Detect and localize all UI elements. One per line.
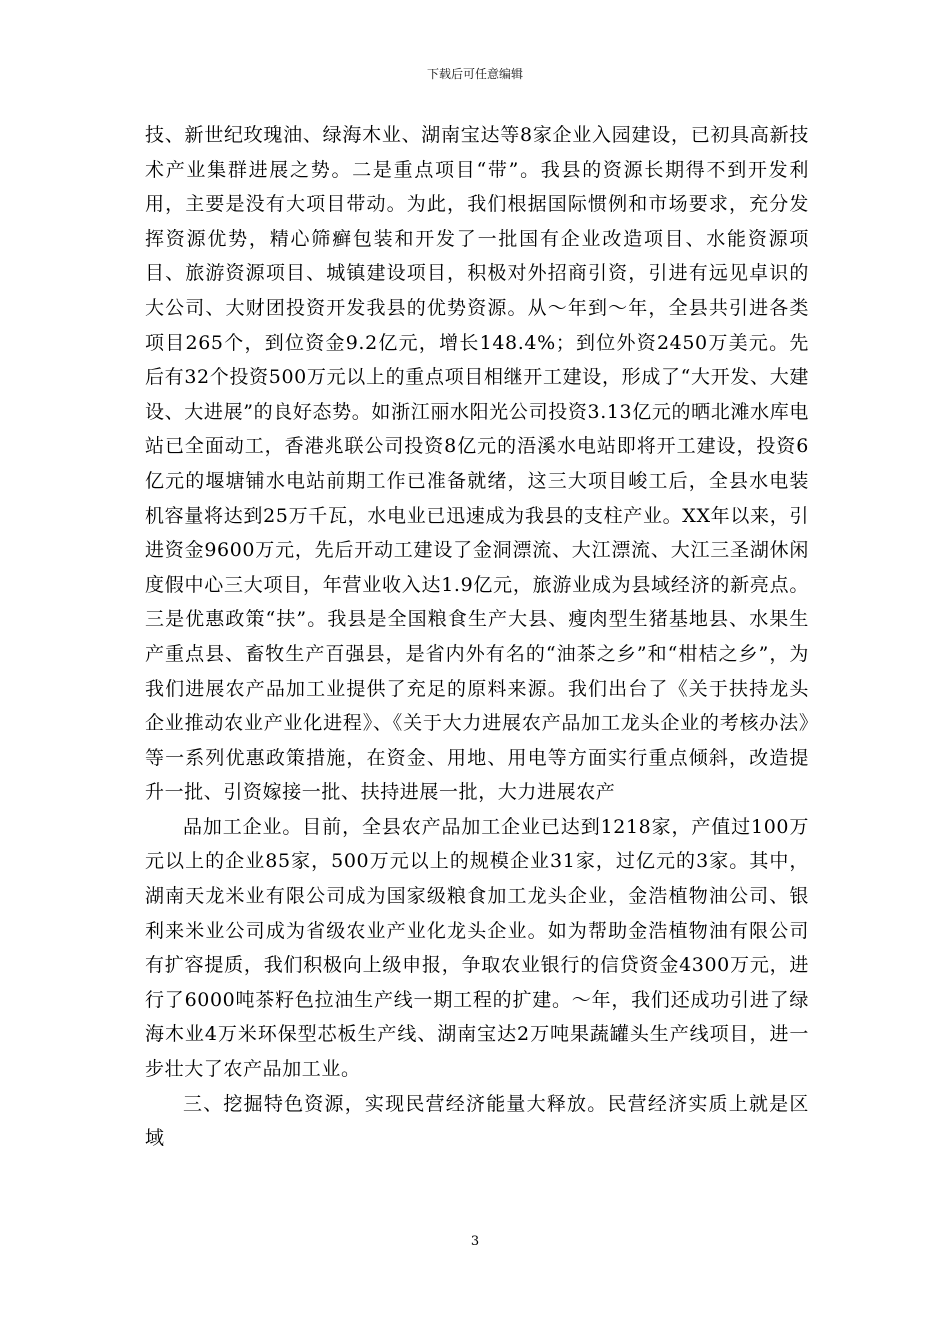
- paragraph-2: 品加工企业。目前，全县农产品加工企业已达到1218家，产值过100万元以上的企业85家，500万元以上的规模企业31家，过亿元的3家。其中，湖南天龙米业有限公司成为国家级粮食加工龙头企业，金浩植物油公司、银利来米业公司成为省级农业产业化龙头企业。如为帮助金浩植物油有限公司有扩容提质，我们积极向上级申报，争取农业银行的信贷资金4300万元，进行了6000吨茶籽色拉油生产线一期工程的扩建。～年，我们还成功引进了绿海木业4万米环保型芯板生产线、湖南宝达2万吨果蔬罐头生产线项目，进一步壮大了农产品加工业。: [145, 815, 809, 1081]
- document-body: [145, 118, 809, 1156]
- paragraph-3: 三、挖掘特色资源，实现民营经济能量大释放。民营经济实质上就是区域: [145, 1092, 809, 1150]
- paragraph-1: 技、新世纪玫瑰油、绿海木业、湖南宝达等8家企业入园建设，已初具高新技术产业集群进展之势。二是重点项目“带”。我县的资源长期得不到开发利用，主要是没有大项目带动。为此，我们根据国际惯例和市场要求，充分发挥资源优势，精心筛癣包装和开发了一批国有企业改造项目、水能资源项目、旅游资源项目、城镇建设项目，积极对外招商引资，引进有远见卓识的大公司、大财团投资开发我县的优势资源。从～年到～年，全县共引进各类项目265个，到位资金9.2亿元，增长148.4%；到位外资2450万美元。先后有32个投资500万元以上的重点项目相继开工建设，形成了“大开发、大建设、大进展”的良好态势。如浙江丽水阳光公司投资3.13亿元的晒北滩水库电站已全面动工，香港兆联公司投资8亿元的浯溪水电站即将开工建设，投资6亿元的堰塘铺水电站前期工作已准备就绪，这三大项目峻工后，全县水电装机容量将达到25万千瓦，水电业已迅速成为我县的支柱产业。XX年以来，引进资金9600万元，先后开动工建设了金洞漂流、大江漂流、大江三圣湖休闲度假中心三大项目，年营业收入达1.9亿元，旅游业成为县域经济的新亮点。三是优惠政策“扶”。我县是全国粮食生产大县、瘦肉型生猪基地县、水果生产重点县、畜牧生产百强县，是省内外有名的“油茶之乡”和“柑桔之乡”，为我们进展农产品加工业提供了充足的原料来源。我们出台了《关于扶持龙头企业推动农业产业化进程》、《关于大力进展农产品加工龙头企业的考核办法》等一系列优惠政策措施，在资金、用地、用电等方面实行重点倾斜，改造提升一批、引资嫁接一批、扶持进展一批，大力进展农产: [145, 124, 809, 804]
- page-header-note: 下载后可任意编辑: [426, 67, 523, 81]
- page-number: 3: [470, 1234, 480, 1249]
